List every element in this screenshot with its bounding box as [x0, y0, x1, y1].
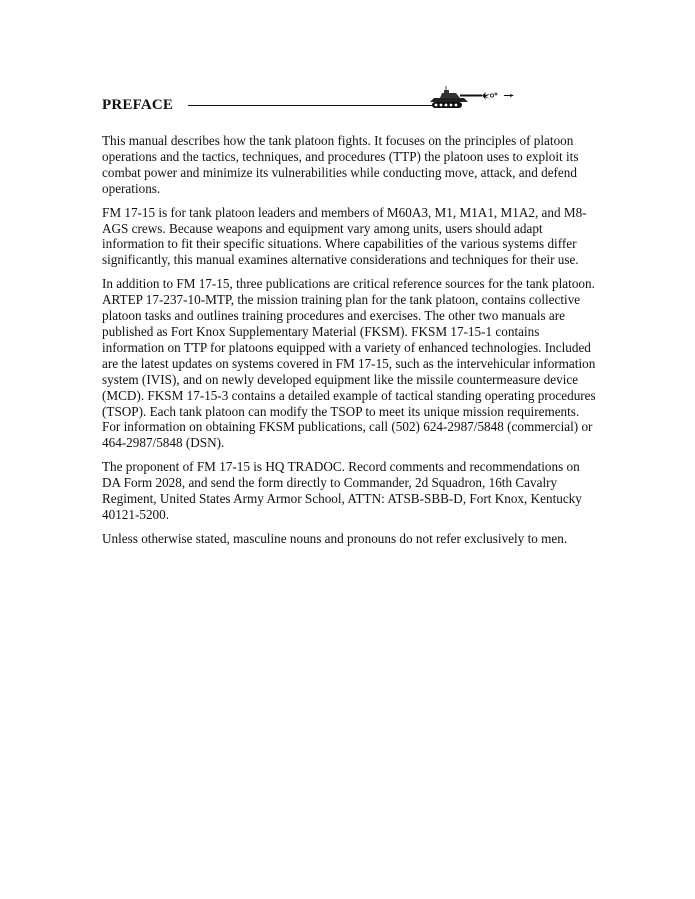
tank-firing-icon	[424, 84, 524, 114]
paragraph-references: In addition to FM 17-15, three publications are critical reference sources for the tank platoon. ARTEP 17-237-10-MTP, the mission training plan for the tank platoon, contains collective platoon tasks and outlines training procedures and exercises. The other two manuals are published as Fort Knox Supplementary Material (FKSM). FKSM 17-15-1 contains information on TTP for platoons equipped with a variety of enhanced technologies. Included are the latest updates on systems covered in FM 17-15, such as the intervehicular information system (IVIS), and on newly developed equipment like the missile countermeasure device (MCD). FKSM 17-15-3 contains a detailed example of tactical standing operating procedures (TSOP). Each tank platoon can modify the TSOP to meet its unique mission requirements. For information on obtaining FKSM publications, call (502) 624-2987/5848 (commercial) or 464-2987/5848 (DSN).	[102, 276, 596, 451]
paragraph-gender-note: Unless otherwise stated, masculine nouns and pronouns do not refer exclusively to men.	[102, 530, 568, 546]
paragraph-proponent: The proponent of FM 17-15 is HQ TRADOC. Record comments and recommendations on DA Form 2028, and send the form directly to Commander, 2d Squadron, 16th Cavalry Regiment, United States Army Armor School, ATTN: ATSB-SBB-D, Fort Knox, Kentucky 40121-5200.	[102, 459, 582, 522]
heading-rule	[188, 105, 438, 106]
paragraph-audience: FM 17-15 is for tank platoon leaders and members of M60A3, M1, M1A1, M1A2, and M8-AGS crews. Because weapons and equipment vary among units, users should adapt information to fit their specific situations. Where capabilities of the various systems differ significantly, this manual examines alternative considerations and techniques for their use.	[102, 204, 587, 268]
preface-body	[102, 133, 596, 555]
paragraph-purpose: This manual describes how the tank platoon fights. It focuses on the principles of platoon operations and the tactics, techniques, and procedures (TTP) the platoon uses to exploit its combat power and minimize its vulnerabilities while conducting move, attack, and defend operations.	[102, 133, 579, 196]
page-title: PREFACE	[102, 97, 174, 113]
section-heading	[102, 84, 532, 114]
